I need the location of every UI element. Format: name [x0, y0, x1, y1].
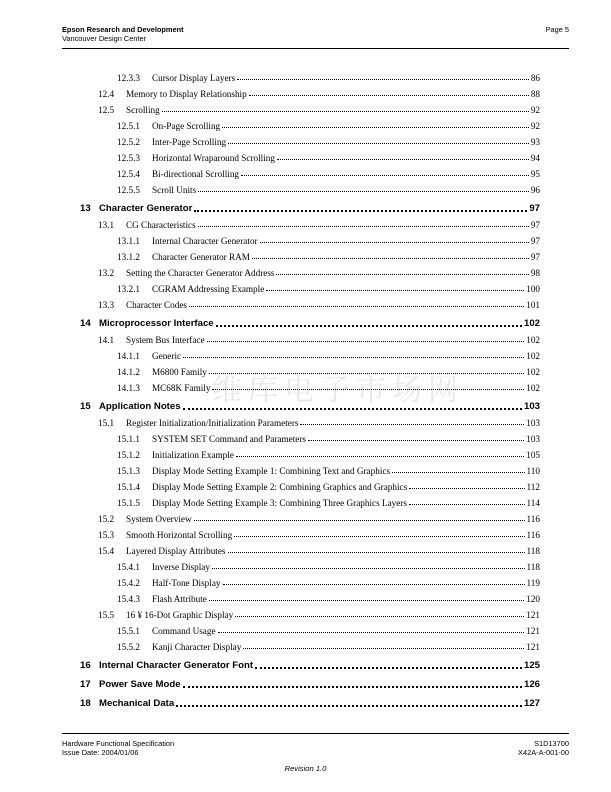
- toc-leader-dots: [222, 127, 529, 128]
- toc-entry-page: 101: [526, 300, 540, 310]
- toc-entry[interactable]: [0, 131, 611, 147]
- toc-entry-title: CGRAM Addressing Example: [152, 284, 265, 294]
- toc-entry-page: 103: [523, 401, 540, 412]
- footer-right: [518, 739, 569, 757]
- toc-leader-dots: [183, 686, 522, 688]
- toc-leader-dots: [218, 632, 525, 633]
- toc-entry-number: 12.5.4: [117, 169, 140, 179]
- division-name: Vancouver Design Center: [62, 34, 147, 43]
- toc-entry-page: 100: [526, 284, 540, 294]
- toc-entry[interactable]: [0, 230, 611, 246]
- toc-leader-dots: [276, 274, 528, 275]
- toc-entry-title: On-Page Scrolling: [152, 121, 221, 131]
- toc-entry-title: Character Codes: [126, 300, 187, 310]
- toc-entry-number: 14.1: [98, 335, 115, 345]
- page-number: Page 5: [545, 25, 569, 34]
- toc-entry-title: Power Save Mode: [99, 679, 181, 690]
- toc-entry[interactable]: [0, 67, 611, 83]
- toc-entry-number: 15.1.3: [117, 466, 140, 476]
- toc-entry[interactable]: [0, 163, 611, 179]
- toc-leader-dots: [266, 290, 524, 291]
- toc-entry-title: Command Usage: [152, 626, 216, 636]
- toc-leader-dots: [212, 389, 524, 390]
- toc-entry-title: Smooth Horizontal Scrolling: [126, 530, 233, 540]
- document-number: X42A-A-001-00: [518, 748, 569, 757]
- toc-entry-title: Register Initialization/Initialization Parameters: [126, 418, 299, 428]
- toc-leader-dots: [234, 536, 524, 537]
- toc-entry-title: Memory to Display Relationship: [126, 89, 247, 99]
- toc-entry-number: 13.1.1: [117, 236, 140, 246]
- toc-entry[interactable]: [0, 572, 611, 588]
- toc-entry-page: 118: [526, 562, 540, 572]
- toc-leader-dots: [392, 472, 525, 473]
- toc-leader-dots: [243, 648, 524, 649]
- toc-entry-page: 121: [526, 626, 540, 636]
- toc-entry-page: 105: [526, 450, 540, 460]
- toc-entry-title: CG Characteristics: [126, 220, 196, 230]
- toc-entry[interactable]: [0, 294, 611, 310]
- toc-leader-dots: [260, 242, 529, 243]
- toc-entry-number: 13: [80, 203, 91, 214]
- toc-entry[interactable]: [0, 262, 611, 278]
- toc-entry-title: M6800 Family: [152, 367, 207, 377]
- toc-entry-page: 102: [523, 318, 540, 329]
- toc-entry-page: 102: [526, 335, 540, 345]
- toc-entry-page: 121: [526, 642, 540, 652]
- toc-entry-number: 12.3.3: [117, 73, 140, 83]
- toc-entry-page: 121: [526, 610, 540, 620]
- toc-entry-page: 120: [526, 594, 540, 604]
- toc-entry-page: 118: [526, 546, 540, 556]
- toc-entry-page: 92: [530, 105, 540, 115]
- toc-leader-dots: [209, 373, 524, 374]
- toc-entry[interactable]: [0, 246, 611, 262]
- toc-entry-page: 125: [523, 660, 540, 671]
- toc-entry-title: Scrolling: [126, 105, 160, 115]
- toc-leader-dots: [308, 440, 524, 441]
- toc-entry-page: 116: [526, 514, 540, 524]
- toc-entry[interactable]: [0, 604, 611, 620]
- document-title: Hardware Functional Specification: [62, 739, 175, 748]
- toc-entry[interactable]: [0, 147, 611, 163]
- header-rule: [62, 48, 569, 49]
- toc-entry-title: System Overview: [126, 514, 192, 524]
- toc-leader-dots: [194, 520, 525, 521]
- toc-entry-number: 14: [80, 318, 91, 329]
- toc-entry-number: 13.2: [98, 268, 115, 278]
- toc-entry-page: 93: [530, 137, 540, 147]
- footer-rule: [62, 733, 569, 734]
- toc-entry-number: 18: [80, 698, 91, 709]
- page-footer: [62, 739, 569, 757]
- toc-entry-number: 13.1.2: [117, 252, 140, 262]
- toc-entry-number: 14.1.3: [117, 383, 140, 393]
- toc-entry-title: Inter-Page Scrolling: [152, 137, 227, 147]
- toc-entry[interactable]: [0, 345, 611, 361]
- toc-entry[interactable]: [0, 460, 611, 476]
- watermark-text: 维库电子市场网: [212, 373, 464, 408]
- toc-entry-page: 112: [526, 482, 540, 492]
- toc-entry-number: 15.5: [98, 610, 115, 620]
- toc-entry-number: 15.2: [98, 514, 115, 524]
- toc-entry[interactable]: [0, 476, 611, 492]
- toc-entry-page: 97: [529, 203, 540, 214]
- toc-entry-title: Internal Character Generator: [152, 236, 258, 246]
- toc-leader-dots: [207, 341, 525, 342]
- toc-entry-page: 88: [530, 89, 540, 99]
- toc-entry-number: 12.5.1: [117, 121, 140, 131]
- toc-entry[interactable]: [0, 83, 611, 99]
- toc-leader-dots: [209, 600, 524, 601]
- toc-entry-number: 12.5: [98, 105, 115, 115]
- toc-entry-number: 15: [80, 401, 91, 412]
- toc-leader-dots: [249, 95, 529, 96]
- toc-entry-page: 110: [526, 466, 540, 476]
- toc-leader-dots: [198, 191, 529, 192]
- toc-entry-page: 119: [526, 578, 540, 588]
- toc-leader-dots: [189, 306, 524, 307]
- toc-entry[interactable]: [0, 524, 611, 540]
- toc-entry[interactable]: [0, 556, 611, 572]
- toc-entry-page: 102: [526, 383, 540, 393]
- toc-entry-number: 13.2.1: [117, 284, 140, 294]
- toc-entry-page: 103: [526, 418, 540, 428]
- toc-entry-title: Generic: [152, 351, 182, 361]
- toc-entry[interactable]: [0, 377, 611, 393]
- toc-entry-title: 16 ¥ 16-Dot Graphic Display: [126, 610, 234, 620]
- toc-entry-number: 15.1: [98, 418, 115, 428]
- toc-leader-dots: [198, 226, 529, 227]
- toc-entry-title: Display Mode Setting Example 3: Combining Three Graphics Layers: [152, 498, 407, 508]
- toc-entry-page: 95: [530, 169, 540, 179]
- toc-entry[interactable]: [0, 690, 611, 709]
- toc-entry-title: SYSTEM SET Command and Parameters: [152, 434, 306, 444]
- toc-leader-dots: [300, 424, 524, 425]
- toc-leader-dots: [228, 143, 529, 144]
- toc-entry-number: 16: [80, 660, 91, 671]
- toc-entry-title: Microprocessor Interface: [99, 318, 214, 329]
- toc-entry-page: 114: [526, 498, 540, 508]
- toc-entry-page: 102: [526, 351, 540, 361]
- toc-entry[interactable]: [0, 444, 611, 460]
- toc-entry-page: 98: [530, 268, 540, 278]
- toc-entry-title: Internal Character Generator Font: [99, 660, 254, 671]
- toc-leader-dots: [409, 504, 525, 505]
- toc-leader-dots: [183, 357, 524, 358]
- toc-leader-dots: [183, 408, 522, 410]
- toc-entry-number: 14.1.1: [117, 351, 140, 361]
- toc-entry-page: 94: [530, 153, 540, 163]
- toc-entry[interactable]: [0, 671, 611, 690]
- toc-entry-title: Kanji Character Display: [152, 642, 242, 652]
- toc-leader-dots: [162, 111, 529, 112]
- toc-entry-page: 126: [523, 679, 540, 690]
- toc-entry-number: 15.5.2: [117, 642, 140, 652]
- toc-entry-number: 15.4: [98, 546, 115, 556]
- toc-entry-number: 15.4.2: [117, 578, 140, 588]
- toc-entry[interactable]: [0, 620, 611, 636]
- toc-entry-page: 116: [526, 530, 540, 540]
- toc-entry[interactable]: [0, 412, 611, 428]
- toc-entry-page: 92: [530, 121, 540, 131]
- toc-leader-dots: [237, 79, 529, 80]
- toc-leader-dots: [194, 210, 527, 212]
- toc-entry-title: Application Notes: [99, 401, 181, 412]
- toc-leader-dots: [409, 488, 524, 489]
- issue-date: Issue Date: 2004/01/06: [62, 748, 139, 757]
- toc-entry-title: Mechanical Data: [99, 698, 175, 709]
- toc-entry-number: 15.4.1: [117, 562, 140, 572]
- toc-leader-dots: [277, 159, 529, 160]
- toc-entry-page: 97: [530, 220, 540, 230]
- toc-entry-number: 15.1.5: [117, 498, 140, 508]
- revision-label: Revision 1.0: [284, 764, 327, 773]
- toc-entry[interactable]: [0, 329, 611, 345]
- toc-leader-dots: [252, 258, 529, 259]
- toc-entry-title: Character Generator RAM: [152, 252, 250, 262]
- toc-entry-number: 12.4: [98, 89, 115, 99]
- toc-entry-page: 97: [530, 252, 540, 262]
- toc-entry-title: MC68K Family: [152, 383, 211, 393]
- toc-entry-title: Setting the Character Generator Address: [126, 268, 275, 278]
- toc-entry[interactable]: [0, 195, 611, 214]
- toc-entry[interactable]: [0, 540, 611, 556]
- toc-entry-title: Bi-directional Scrolling: [152, 169, 240, 179]
- toc-entry-title: Horizontal Wraparound Scrolling: [152, 153, 275, 163]
- toc-entry-page: 102: [526, 367, 540, 377]
- toc-entry-number: 15.4.3: [117, 594, 140, 604]
- toc-entry[interactable]: [0, 588, 611, 604]
- toc-entry-number: 13.1: [98, 220, 115, 230]
- toc-leader-dots: [212, 568, 525, 569]
- toc-entry[interactable]: [0, 214, 611, 230]
- toc-entry-title: System Bus Interface: [126, 335, 205, 345]
- toc-entry[interactable]: [0, 393, 611, 412]
- toc-entry[interactable]: [0, 179, 611, 195]
- toc-entry-number: 13.3: [98, 300, 115, 310]
- toc-entry-title: Cursor Display Layers: [152, 73, 236, 83]
- toc-entry-number: 15.1.1: [117, 434, 140, 444]
- toc-entry[interactable]: [0, 636, 611, 652]
- toc-entry[interactable]: [0, 99, 611, 115]
- toc-entry-number: 17: [80, 679, 91, 690]
- toc-entry-page: 86: [530, 73, 540, 83]
- toc-leader-dots: [223, 584, 525, 585]
- page-header: [62, 25, 569, 43]
- toc-leader-dots: [228, 552, 525, 553]
- toc-entry[interactable]: [0, 278, 611, 294]
- toc-leader-dots: [236, 456, 524, 457]
- toc-entry-number: 15.5.1: [117, 626, 140, 636]
- toc-entry-title: Half-Tone Display: [152, 578, 221, 588]
- toc-entry-number: 12.5.3: [117, 153, 140, 163]
- toc-entry-title: Display Mode Setting Example 1: Combining Text and Graphics: [152, 466, 391, 476]
- toc-entry-number: 15.1.4: [117, 482, 140, 492]
- toc-entry-number: 15.3: [98, 530, 115, 540]
- toc-leader-dots: [255, 667, 522, 669]
- toc-entry[interactable]: [0, 115, 611, 131]
- toc-entry-number: 12.5.2: [117, 137, 140, 147]
- toc-leader-dots: [176, 705, 522, 707]
- toc-entry-number: 15.1.2: [117, 450, 140, 460]
- part-number: S1D13700: [534, 739, 569, 748]
- toc-entry-number: 12.5.5: [117, 185, 140, 195]
- toc-entry-title: Inverse Display: [152, 562, 210, 572]
- toc-leader-dots: [216, 325, 522, 327]
- toc-entry[interactable]: [0, 652, 611, 671]
- toc-entry-title: Display Mode Setting Example 2: Combining Graphics and Graphics: [152, 482, 408, 492]
- toc-entry[interactable]: [0, 428, 611, 444]
- toc-entry[interactable]: [0, 492, 611, 508]
- toc-entry-title: Scroll Units: [152, 185, 197, 195]
- toc-entry[interactable]: [0, 310, 611, 329]
- toc-entry[interactable]: [0, 508, 611, 524]
- toc-entry-page: 96: [530, 185, 540, 195]
- table-of-contents: [0, 67, 611, 709]
- toc-entry-page: 97: [530, 236, 540, 246]
- toc-entry-number: 14.1.2: [117, 367, 140, 377]
- toc-entry-page: 127: [523, 698, 540, 709]
- toc-leader-dots: [235, 616, 524, 617]
- toc-entry[interactable]: [0, 361, 611, 377]
- toc-entry-title: Initialization Example: [152, 450, 234, 460]
- toc-entry-title: Flash Attribute: [152, 594, 207, 604]
- toc-entry-title: Layered Display Attributes: [126, 546, 226, 556]
- company-name: Epson Research and Development: [62, 25, 184, 34]
- toc-entry-page: 103: [526, 434, 540, 444]
- toc-entry-title: Character Generator: [99, 203, 193, 214]
- toc-leader-dots: [241, 175, 529, 176]
